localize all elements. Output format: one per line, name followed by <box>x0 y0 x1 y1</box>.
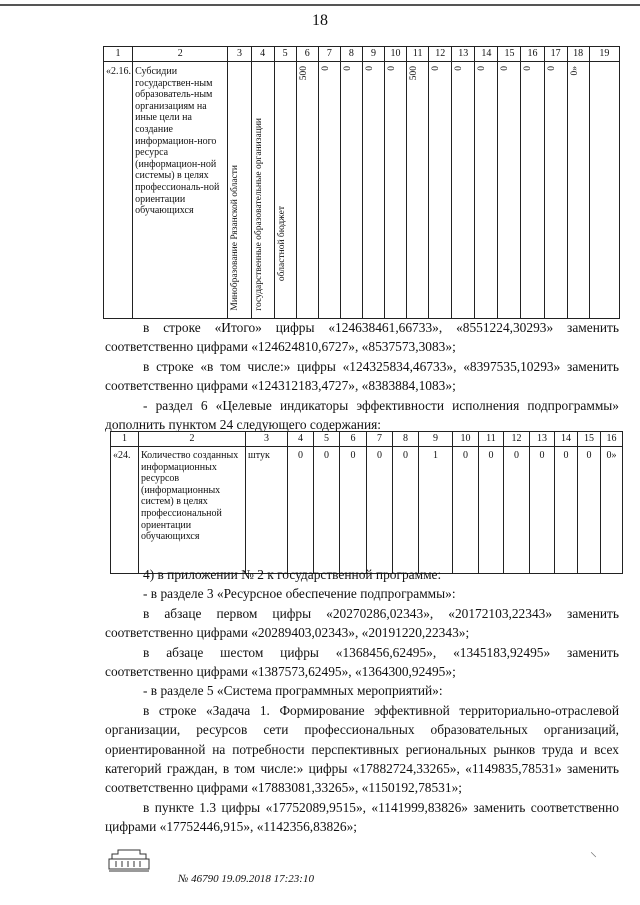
recipient-cell <box>251 62 274 319</box>
paragraph: 4) в приложении № 2 к государственной программе: <box>143 567 442 582</box>
column-header: 2 <box>133 47 228 62</box>
registration-number: № 46790 19.09.2018 17:23:10 <box>178 873 314 885</box>
value-cell <box>340 62 362 319</box>
value-cell <box>567 62 589 319</box>
value-cell: 1 <box>419 447 453 574</box>
column-header: 5 <box>274 47 296 62</box>
table-row <box>111 447 623 574</box>
value-cell: 0 <box>578 447 601 574</box>
column-header: 16 <box>521 47 544 62</box>
activity-name <box>133 62 228 319</box>
table-header-row <box>111 432 623 447</box>
paragraph: в пункте 1.3 цифры «17752089,9515», «1141999,83826» заменить соответственно цифрами «17752446,915», «1142356,83826»; <box>105 799 619 835</box>
column-header: 12 <box>504 432 530 447</box>
value-text: 0 <box>364 66 375 71</box>
paragraph: в строке «в том числе:» цифры «124325834,46733», «8397535,10293» заменить соответственно цифрами «124312183,4727», «8383884,1083»; <box>105 358 619 394</box>
value-cell <box>498 62 521 319</box>
column-header: 3 <box>228 47 251 62</box>
value-text: 0 <box>500 66 511 71</box>
column-header: 13 <box>530 432 555 447</box>
value-cell: 0 <box>453 447 479 574</box>
value-text: 500 <box>298 66 309 81</box>
column-header: 13 <box>452 47 475 62</box>
value-cell <box>318 62 340 319</box>
value-cell <box>429 62 452 319</box>
paragraph: - в разделе 3 «Ресурсное обеспечение подпрограммы»: <box>143 586 456 602</box>
value-cell: 0 <box>340 447 367 574</box>
column-header: 1 <box>104 47 133 62</box>
value-text: 0 <box>477 66 488 71</box>
indicator-name: Количество созданных информационных ресурсов (информационных систем) в целях профессиональной ориентации обучающихся <box>139 447 246 574</box>
paragraph: в абзаце шестом цифры «1368456,62495», «1345183,92495» заменить соответственно цифрами «1387573,62495», «1364300,92495»; <box>105 644 619 680</box>
column-header: 3 <box>246 432 288 447</box>
column-header: 10 <box>385 47 407 62</box>
column-header: 10 <box>453 432 479 447</box>
row-number: «2.16. <box>104 62 133 319</box>
column-header: 12 <box>429 47 452 62</box>
column-header: 9 <box>419 432 453 447</box>
column-header: 2 <box>139 432 246 447</box>
value-text: 500 <box>409 66 420 81</box>
column-header: 18 <box>567 47 589 62</box>
source-cell <box>274 62 296 319</box>
column-header: 9 <box>362 47 384 62</box>
text-section-2 <box>105 565 619 837</box>
value-text: 0 <box>454 66 465 71</box>
executor-text: Минобразование Рязанской области <box>230 165 241 311</box>
value-cell: 0 <box>504 447 530 574</box>
value-text: 0 <box>431 66 442 71</box>
indicators-table <box>110 431 623 574</box>
value-cell <box>475 62 498 319</box>
value-cell <box>407 62 429 319</box>
value-cell <box>452 62 475 319</box>
pen-mark-icon: ⸌ <box>590 851 597 866</box>
column-header: 14 <box>475 47 498 62</box>
column-header: 15 <box>498 47 521 62</box>
column-header: 19 <box>589 47 619 62</box>
paragraph: - раздел 6 «Целевые индикаторы эффективности исполнения подпрограммы» дополнить пунктом 24 следующего содержания: <box>105 397 619 433</box>
column-header: 5 <box>314 432 340 447</box>
value-cell <box>589 62 619 319</box>
value-text: 0 <box>342 66 353 71</box>
value-cell: 0 <box>367 447 393 574</box>
activity-name-text: Субсидии государствен-ным образователь-ным организациям на иные цели на создание информацион-ного ресурса (информацион-ной системы) в целях профессиональ-ной ориентации обучающихся <box>135 66 220 217</box>
column-header: 6 <box>340 432 367 447</box>
value-cell <box>544 62 567 319</box>
paragraph: в строке «Задача 1. Формирование эффективной территориально-отраслевой организации, ресурсов сети профессиональных образовательных организаций, ориентированной на потребности перспективных региональных рынков труда и всех категорий граждан, в том числе:» цифры «17882724,33265», «1149835,78531» заменить соответственно цифрами «17883081,33265», «1150192,78531»; <box>105 702 619 796</box>
column-header: 16 <box>601 432 623 447</box>
top-scan-rule <box>0 4 640 6</box>
value-text: 0 <box>546 66 557 71</box>
row-number: «24. <box>111 447 139 574</box>
column-header: 11 <box>407 47 429 62</box>
column-header: 7 <box>367 432 393 447</box>
value-cell: 0 <box>288 447 314 574</box>
recipient-text: государственные образовательные организации <box>253 118 264 311</box>
column-header: 14 <box>555 432 578 447</box>
text-section-1 <box>105 318 619 434</box>
source-text: областной бюджет <box>276 205 287 281</box>
column-header: 11 <box>479 432 504 447</box>
column-header: 1 <box>111 432 139 447</box>
activities-table <box>103 46 620 319</box>
value-cell: 0 <box>555 447 578 574</box>
value-text: 0 <box>387 66 398 71</box>
table-row <box>104 62 620 319</box>
value-cell <box>296 62 318 319</box>
column-header: 8 <box>340 47 362 62</box>
column-header: 4 <box>251 47 274 62</box>
value-cell: 0» <box>601 447 623 574</box>
column-header: 4 <box>288 432 314 447</box>
page-number: 18 <box>312 12 328 29</box>
column-header: 17 <box>544 47 567 62</box>
value-cell: 0 <box>530 447 555 574</box>
column-header: 8 <box>393 432 419 447</box>
registration-stamp-icon <box>108 847 150 873</box>
value-text: 0 <box>320 66 331 71</box>
value-cell: 0 <box>314 447 340 574</box>
table-header-row <box>104 47 620 62</box>
value-cell <box>521 62 544 319</box>
column-header: 6 <box>296 47 318 62</box>
value-cell: 0 <box>479 447 504 574</box>
value-cell <box>362 62 384 319</box>
value-cell <box>385 62 407 319</box>
value-text: 0 <box>523 66 534 71</box>
executor-cell <box>228 62 251 319</box>
column-header: 15 <box>578 432 601 447</box>
paragraph: - в разделе 5 «Система программных мероприятий»: <box>143 683 443 699</box>
paragraph: в строке «Итого» цифры «124638461,66733», «8551224,30293» заменить соответственно цифрами «124624810,6727», «8537573,3083»; <box>105 320 619 355</box>
value-text: 0» <box>569 66 580 76</box>
column-header: 7 <box>318 47 340 62</box>
unit-cell: штук <box>246 447 288 574</box>
paragraph: в абзаце первом цифры «20270286,02343», «20172103,22343» заменить соответственно цифрами «20289403,02343», «20191220,22343»; <box>105 605 619 641</box>
value-cell: 0 <box>393 447 419 574</box>
